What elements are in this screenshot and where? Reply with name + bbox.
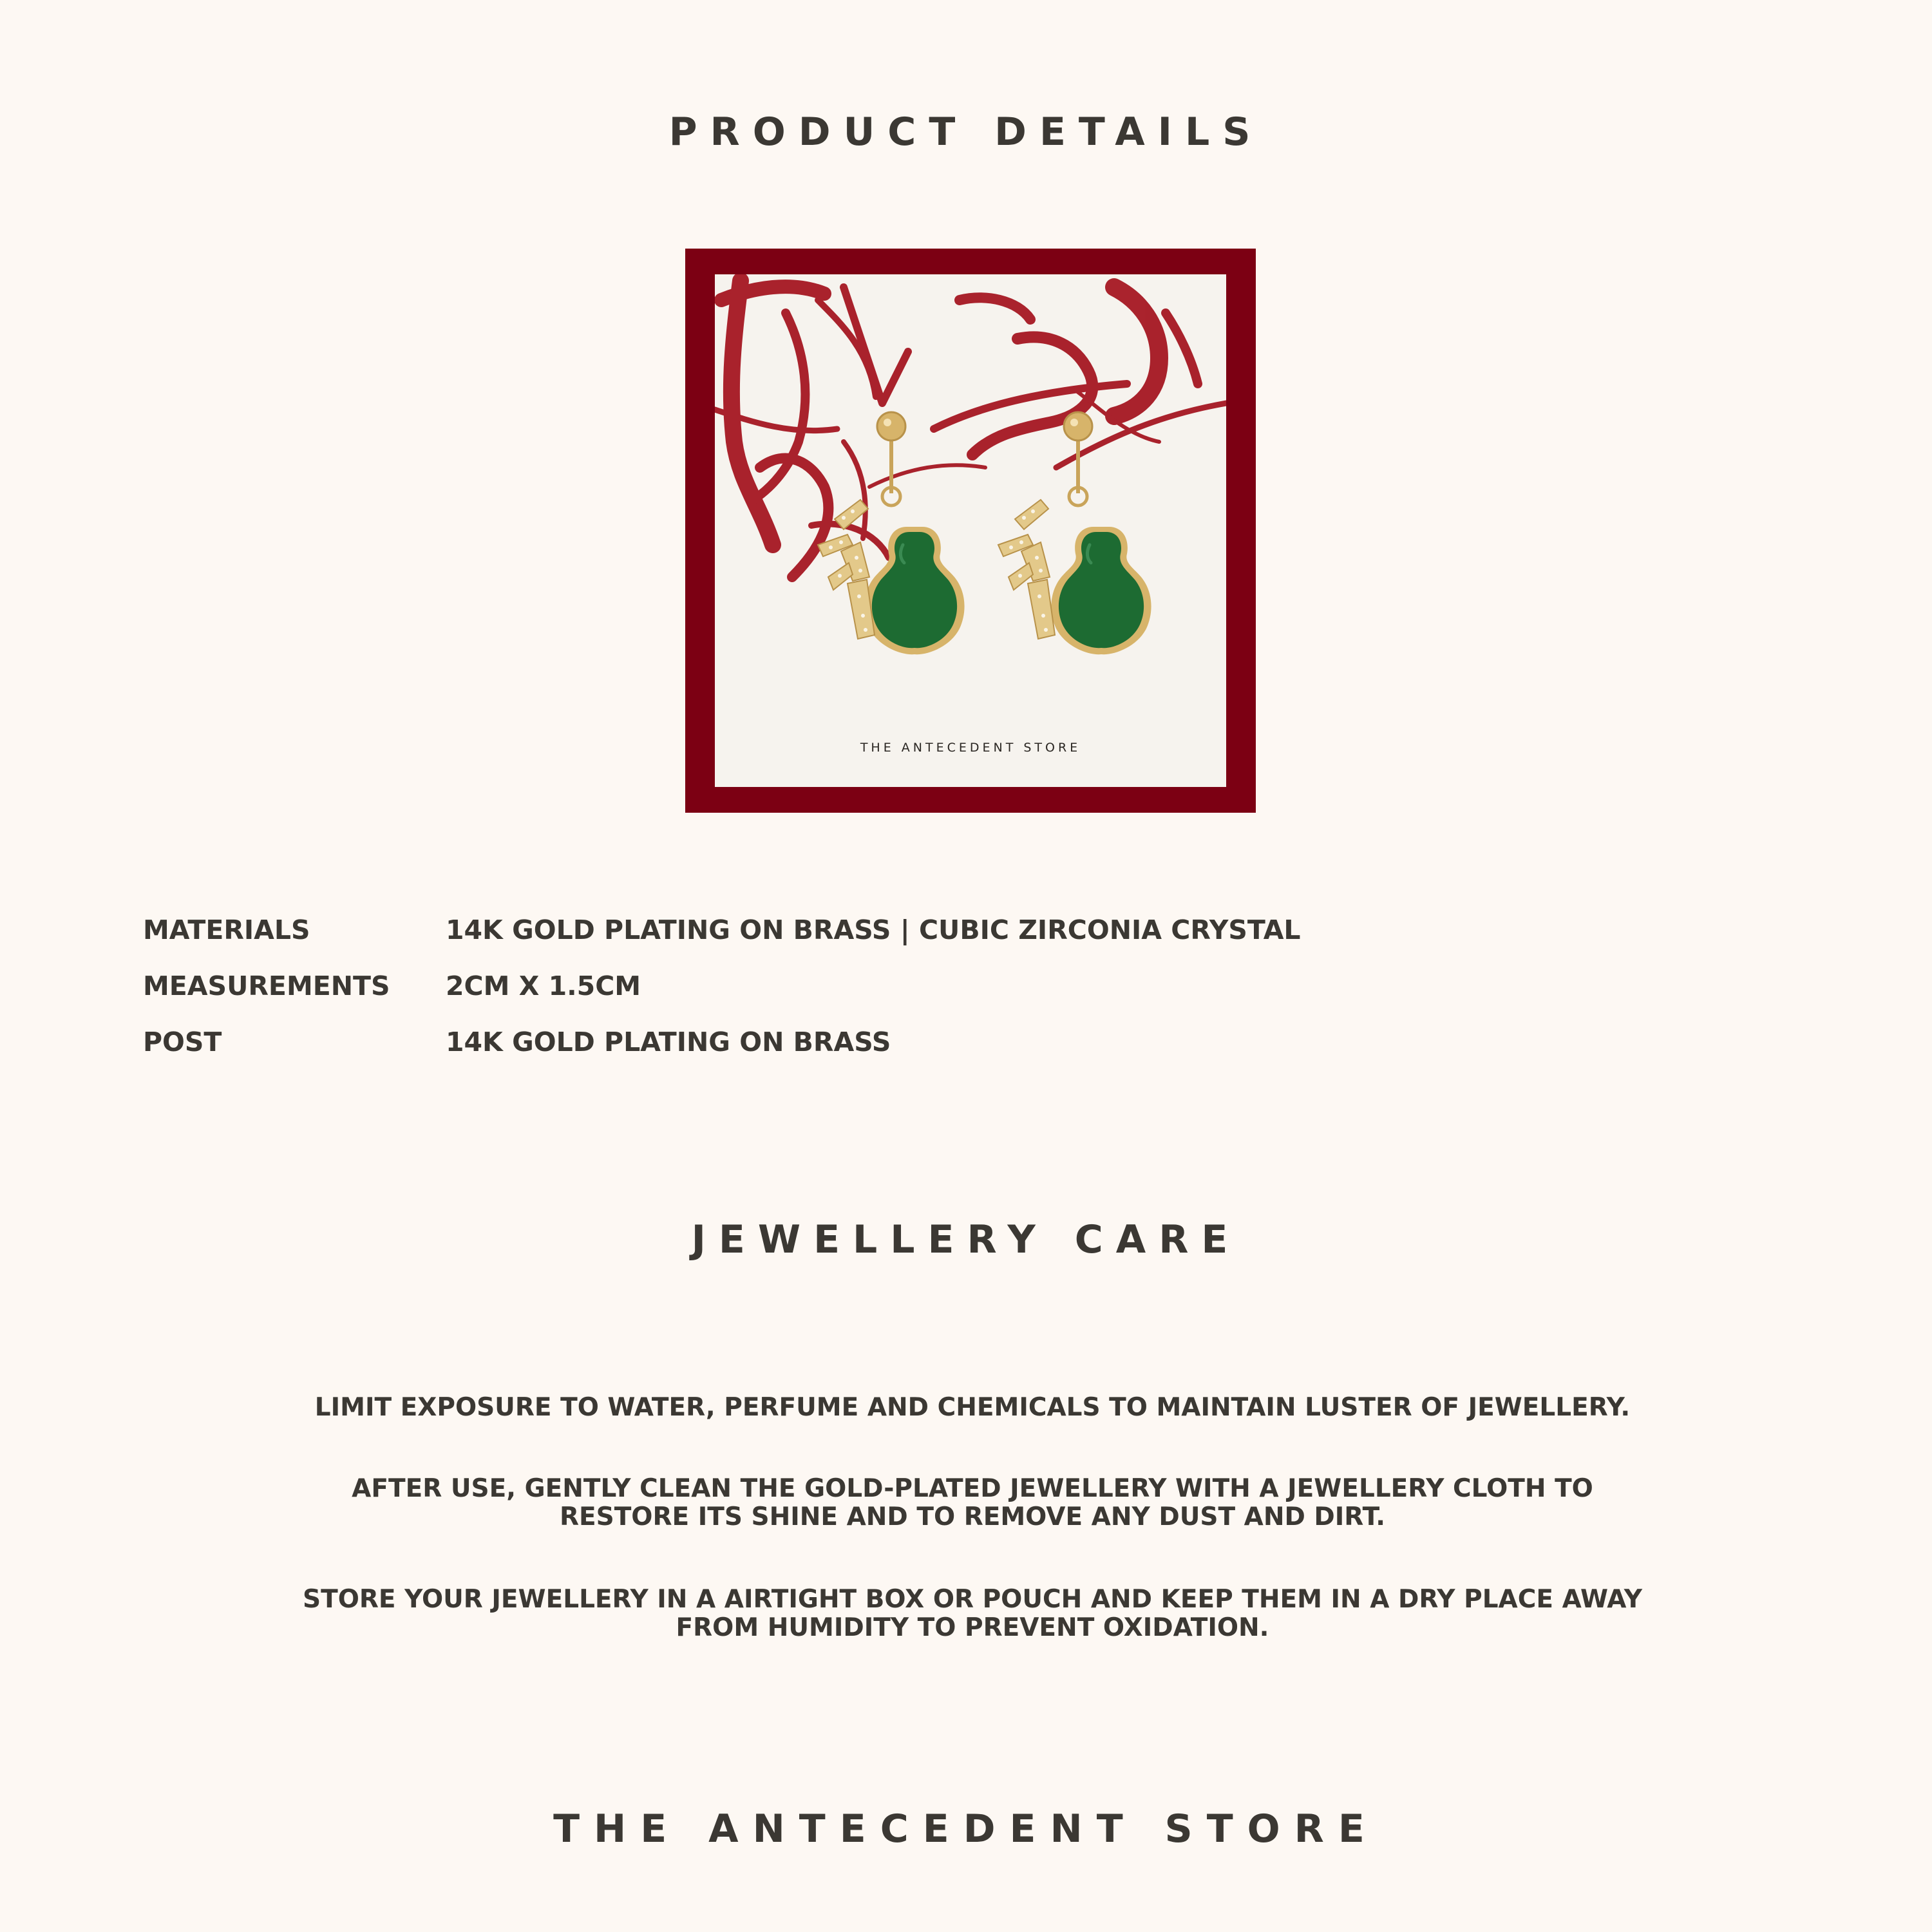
earring-left [818, 412, 965, 654]
jewellery-care-heading: JEWELLERY CARE [691, 1217, 1241, 1262]
care-instruction: STORE YOUR JEWELLERY IN A AIRTIGHT BOX OR POUCH AND KEEP THEM IN A DRY PLACE AWAY FROM HUMIDITY TO PREVENT OXIDATION. [303, 1585, 1642, 1642]
spec-value: 2CM X 1.5CM [446, 971, 641, 1001]
care-instruction: AFTER USE, GENTLY CLEAN THE GOLD-PLATED JEWELLERY WITH A JEWELLERY CLOTH TO RESTORE ITS SHINE AND TO REMOVE ANY DUST AND DIRT. [352, 1474, 1593, 1531]
footer-brand: THE ANTECEDENT STORE [553, 1806, 1379, 1852]
spec-value: 14K GOLD PLATING ON BRASS [446, 1027, 891, 1057]
care-instruction: LIMIT EXPOSURE TO WATER, PERFUME AND CHEMICALS TO MAINTAIN LUSTER OF JEWELLERY. [314, 1393, 1631, 1422]
calligraphy-strokes [715, 281, 1226, 577]
product-image-frame [685, 249, 1256, 813]
spec-value: 14K GOLD PLATING ON BRASS | CUBIC ZIRCONIA CRYSTAL [446, 914, 1301, 945]
product-image [715, 274, 1226, 787]
product-details-heading: PRODUCT DETAILS [668, 109, 1264, 155]
image-brand-caption: THE ANTECEDENT STORE [860, 741, 1081, 755]
spec-label: MEASUREMENTS [143, 971, 390, 1001]
earring-right [998, 412, 1151, 654]
spec-label: POST [143, 1027, 222, 1057]
spec-label: MATERIALS [143, 914, 310, 945]
earrings-illustration [715, 274, 1226, 787]
